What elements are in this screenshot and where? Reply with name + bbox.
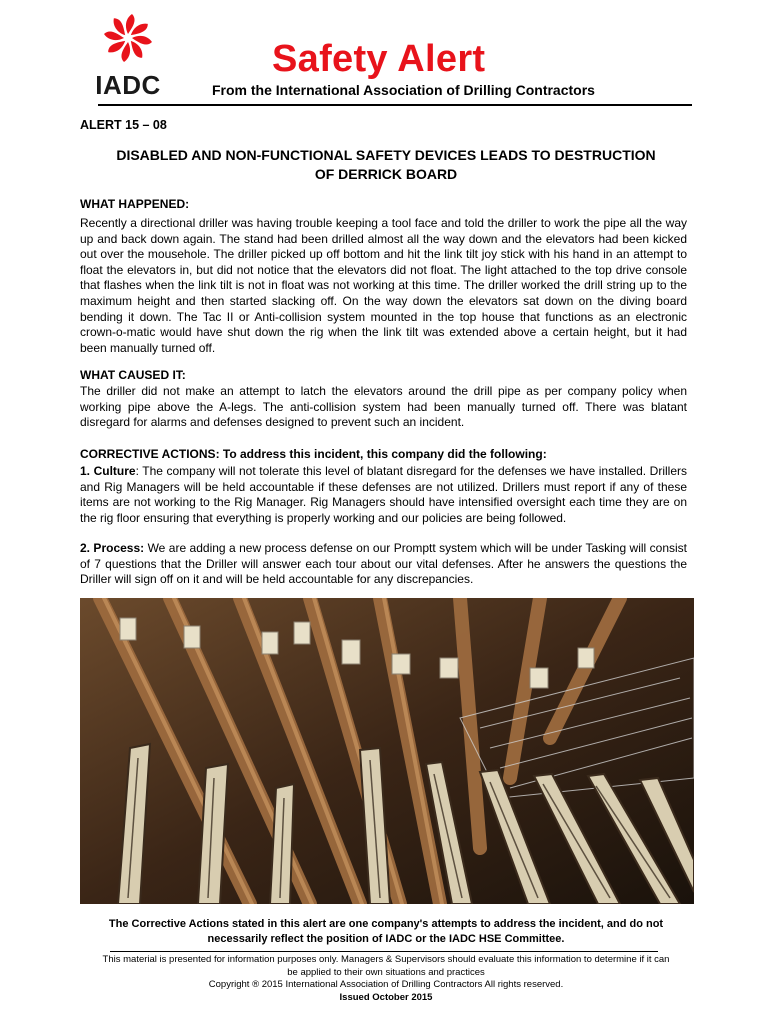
alert-headline: [80, 146, 692, 184]
headline-line-1: DISABLED AND NON-FUNCTIONAL SAFETY DEVICES LEADS TO DESTRUCTION: [116, 147, 656, 163]
footer: [80, 954, 692, 1004]
what-caused-heading: WHAT CAUSED IT:: [80, 368, 186, 382]
headline-line-2: OF DERRICK BOARD: [314, 166, 458, 182]
corrective-actions-heading: CORRECTIVE ACTIONS: To address this incident, this company did the following:: [80, 447, 547, 461]
copyright: Copyright ® 2015 International Association of Drilling Contractors All rights reserved.: [208, 979, 564, 990]
process-text: We are adding a new process defense on our Promptt system which will be under Tasking will consist of 7 questions that the Driller will answer each tour about our vital defenses. After he answers the questions the Driller will sign off on it and will be held accountable for any discrepancies.: [80, 541, 687, 587]
footer-line-1: This material is presented for information purposes only. Managers & Supervisors should evaluate this information to determine if it can: [102, 954, 670, 965]
what-happened-text: Recently a directional driller was having trouble keeping a tool face and told the driller to work the pipe all the way up and back down again. The stand had been drilled almost all the way down and the elevators had been kicked out over the mousehole. The driller picked up off bottom and hit the link tilt joy stick with his hand in an attempt to float the elevators in, but did not notice that the elevators did not float. The light attached to the top drive console that flashes when the link tilt is not in float was not working at this time. The driller worked the drill string up to the maximum height and then started slacking off. On the way down the elevators sat down on the diving board bending it down. The Tac II or Anti-collision system mounted in the top house that functions as an electronic crown-o-matic would have shut down the rig when the link tilt was extended above a certain height, but it had been manually turned off.: [80, 216, 687, 355]
header-divider: [98, 104, 692, 106]
culture-label: 1. Culture: [80, 464, 136, 478]
iadc-pinwheel-icon: [102, 12, 154, 64]
footer-divider: [110, 951, 658, 952]
footer-line-2: be applied to their own situations and practices: [287, 966, 485, 978]
page-title: Safety Alert: [272, 38, 486, 80]
disclaimer-line-2: necessarily reflect the position of IADC or the IADC HSE Committee.: [207, 933, 565, 945]
culture-text: : The company will not tolerate this level of blatant disregard for the defenses we have installed. Drillers and Rig Managers will be held accountable if these defenses are not utilized. Drillers must report if any of these items are not working to the Rig Manager. Rig Managers should have intensified oversight each time they are on the rig floor ensuring that everything is properly working and our policies are being followed.: [80, 464, 687, 525]
disclaimer-line-1: The Corrective Actions stated in this alert are one company's attempts to address the incident, and do not: [108, 918, 664, 930]
what-caused-text: The driller did not make an attempt to latch the elevators around the drill pipe as per company policy when working pipe above the A-legs. The anti-collision system had been manually turned off. There was blatant disregard for alarms and defenses designed to prevent such an incident.: [80, 384, 687, 430]
corrective-item-culture: [80, 464, 687, 526]
what-happened-heading: WHAT HAPPENED:: [80, 197, 190, 211]
process-label: 2. Process:: [80, 541, 145, 555]
page-subtitle: From the International Association of Drilling Contractors: [212, 82, 595, 98]
issued-date: Issued October 2015: [339, 991, 433, 1003]
alert-number: ALERT 15 – 08: [80, 118, 167, 132]
logo-text: IADC: [95, 70, 161, 100]
disclaimer: [80, 917, 692, 947]
derrick-board-photo: [80, 598, 694, 904]
corrective-item-process: [80, 541, 687, 588]
header: [80, 12, 692, 108]
iadc-logo: [80, 12, 176, 102]
